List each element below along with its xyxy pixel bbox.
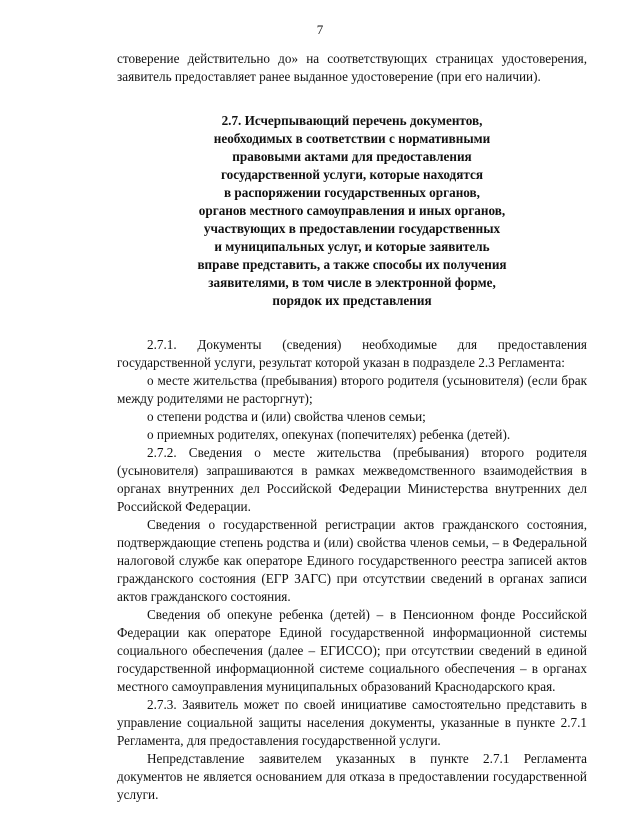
heading-line: правовыми актами для предоставления [232,149,472,164]
heading-line: в распоряжении государственных органов, [224,185,480,200]
heading-line: порядок их представления [272,293,432,308]
paragraph-guardian-info: Сведения об опекуне ребенка (детей) – в Пенсионном фонде Российской Федерации как операторе Единой государственной информационной системы социального обеспечения (далее – ЕГИССО); при отсутствии сведений в единой государственной информационной системе социального обеспечения – в органах местного самоуправления муниципальных образований Краснодарского края. [117,607,587,694]
heading-line: вправе представить, а также способы их получения [197,257,507,272]
intro-paragraph: стоверение действительно до» на соответствующих страницах удостоверения, заявитель предоставляет ранее выданное удостоверение (при его наличии). [117,51,587,84]
page-number: 7 [316,22,324,37]
heading-line: государственной услуги, которые находятся [221,167,483,182]
paragraph-2-7-2: 2.7.2. Сведения о месте жительства (пребывания) второго родителя (усыновителя) запрашиваются в рамках межведомственного взаимодействия в органах внутренних дел Российской Федерации Министерства внутренних дел Российской Федерации. [117,445,587,514]
heading-line: и муниципальных услуг, и которые заявитель [214,239,490,254]
paragraph-non-submission: Непредставление заявителем указанных в пункте 2.7.1 Регламента документов не является основанием для отказа в предоставлении государственной услуги. [117,751,587,802]
heading-line: участвующих в предоставлении государственных [203,221,501,236]
paragraph-2-7-3: 2.7.3. Заявитель может по своей инициативе самостоятельно представить в управление социальной защиты населения документы, указанные в пункте 2.7.1 Регламента, для предоставления государственной услуги. [117,697,587,748]
heading-line: 2.7. Исчерпывающий перечень документов, [221,113,483,128]
paragraph-2-7-1: 2.7.1. Документы (сведения) необходимые для предоставления государственной услуги, результат которой указан в подразделе 2.3 Регламента: [117,337,587,370]
heading-line: органов местного самоуправления и иных органов, [198,203,506,218]
section-heading [162,112,542,310]
list-item-residence: о месте жительства (пребывания) второго родителя (усыновителя) (если брак между родителями не расторгнут); [117,373,587,406]
list-item-guardians: о приемных родителях, опекунах (попечителях) ребенка (детей). [147,427,511,442]
list-item-kinship: о степени родства и (или) свойства членов семьи; [147,409,426,424]
paragraph-civil-registry: Сведения о государственной регистрации актов гражданского состояния, подтверждающие степень родства и (или) свойства членов семьи, – в Федеральной налоговой службе как операторе Единого государственного реестра записей актов гражданского состояния (ЕГР ЗАГС) при отсутствии сведений в органах записи актов гражданского состояния. [117,517,587,604]
heading-line: заявителями, в том числе в электронной форме, [208,275,496,290]
heading-line: необходимых в соответствии с нормативными [213,131,491,146]
document-body [117,50,587,804]
